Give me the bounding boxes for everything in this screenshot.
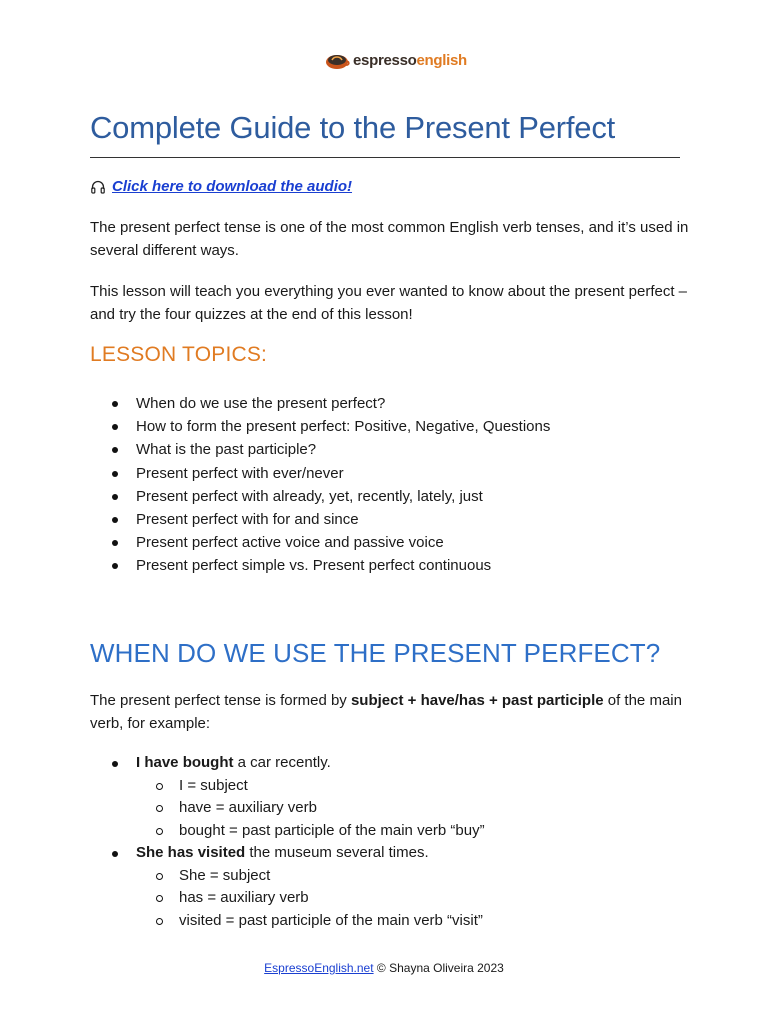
circle-bullet-icon [156,828,163,835]
title-divider [90,157,680,158]
circle-bullet-icon [156,873,163,880]
bullet-icon [112,851,118,857]
coffee-cup-icon [324,47,350,73]
list-item: When do we use the present perfect? [112,392,550,415]
list-item: Present perfect active voice and passive voice [112,531,550,554]
lesson-topics-list [112,392,550,578]
intro-paragraph-2: This lesson will teach you everything you ever wanted to know about the present perfect – and try the four quizzes at the end of this lesson! [90,283,688,323]
section-heading: WHEN DO WE USE THE PRESENT PERFECT? [90,638,661,668]
list-item: Present perfect with already, yet, recently, lately, just [112,485,550,508]
bullet-icon [112,447,118,453]
circle-bullet-icon [156,918,163,925]
example-item: She has visited the museum several times. She = subject has = auxiliary verb visited = past participle of the main verb “visit” [112,842,485,932]
headphones-icon [90,179,106,195]
bullet-icon [112,471,118,477]
note-item: have = auxiliary verb [156,797,485,820]
list-item: Present perfect simple vs. Present perfect continuous [112,554,550,577]
list-item: Present perfect with for and since [112,508,550,531]
page-title: Complete Guide to the Present Perfect [90,110,616,145]
bullet-icon [112,494,118,500]
note-item: bought = past participle of the main verb “buy” [156,820,485,843]
formula-bold: subject + have/has + past participle [350,692,604,709]
example-notes [136,865,485,933]
lesson-topics-heading: LESSON TOPICS: [90,343,268,366]
espresso-english-logo[interactable] [324,46,467,74]
note-item: visited = past participle of the main verb “visit” [156,910,485,933]
footer-copyright: © Shayna Oliveira 2023 [373,961,504,975]
list-item: How to form the present perfect: Positive, Negative, Questions [112,415,550,438]
example-item: I have bought a car recently. I = subject have = auxiliary verb bought = past participle of the main verb “buy” [112,752,485,842]
bullet-icon [112,401,118,407]
list-item: What is the past participle? [112,438,550,461]
bullet-icon [112,761,118,767]
circle-bullet-icon [156,805,163,812]
page-footer [0,961,768,975]
bullet-icon [112,540,118,546]
bullet-icon [112,563,118,569]
footer-site-link[interactable]: EspressoEnglish.net [264,961,374,975]
audio-download [90,178,352,195]
circle-bullet-icon [156,783,163,790]
example-notes [136,775,485,843]
formation-paragraph: The present perfect tense is formed by subject + have/has + past participle of the main verb, for example: [90,692,682,732]
intro-paragraph-1: The present perfect tense is one of the most common English verb tenses, and it’s used in several different ways. [90,219,689,259]
examples-list [112,752,485,932]
circle-bullet-icon [156,895,163,902]
note-item: has = auxiliary verb [156,887,485,910]
logo-text: espressoenglish [353,51,467,69]
download-audio-link[interactable]: Click here to download the audio! [112,178,353,195]
bullet-icon [112,424,118,430]
bullet-icon [112,517,118,523]
note-item: I = subject [156,775,485,798]
note-item: She = subject [156,865,485,888]
list-item: Present perfect with ever/never [112,462,550,485]
